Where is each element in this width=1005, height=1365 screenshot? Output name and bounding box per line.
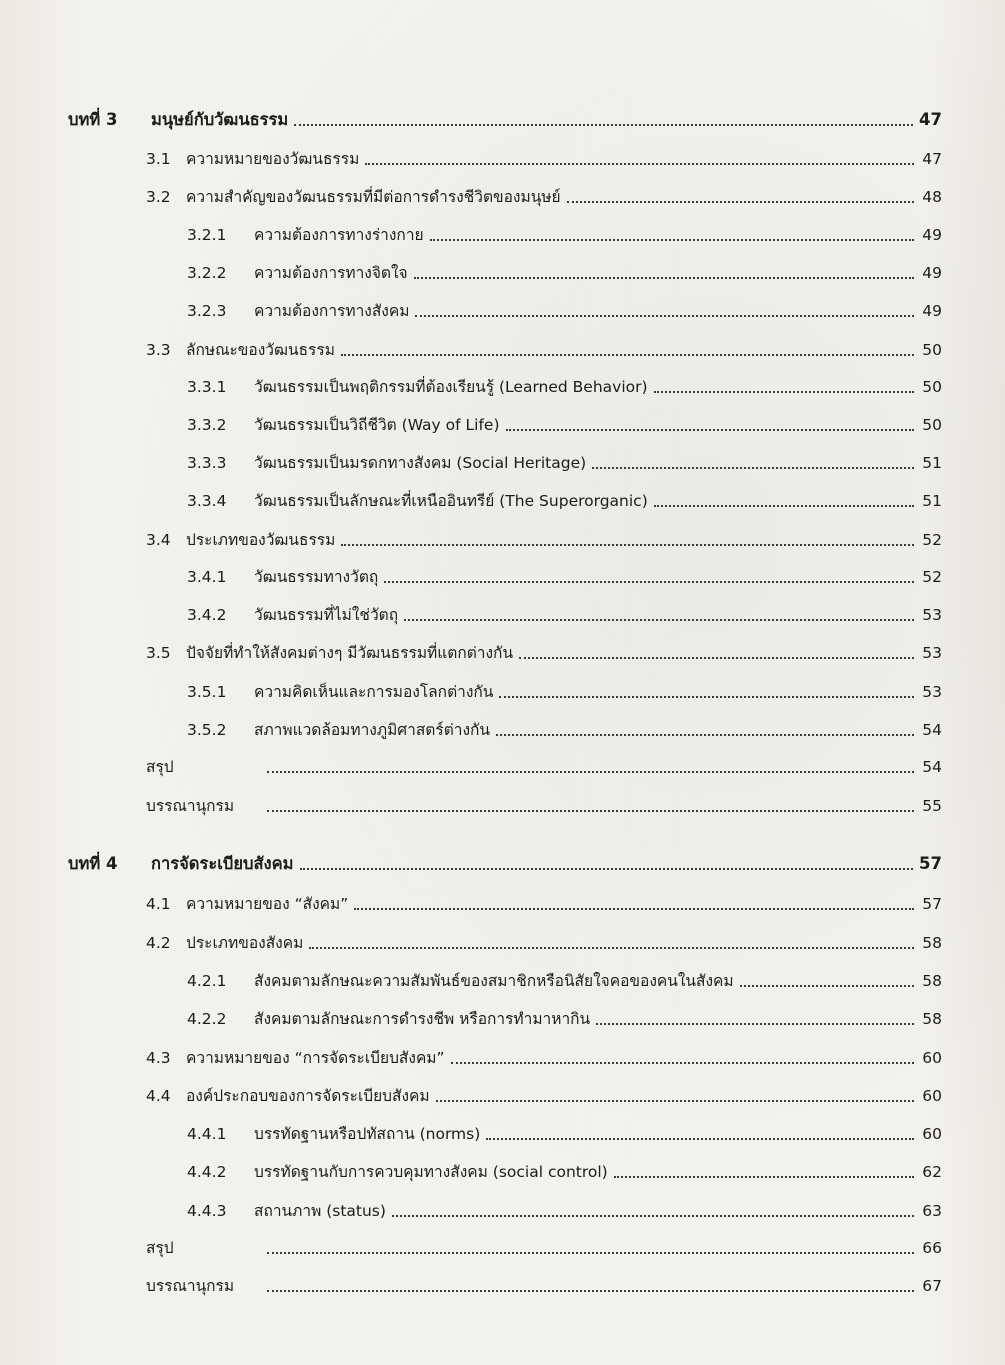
toc-entry	[146, 751, 942, 777]
toc-entry-number: 3.3.4	[187, 492, 227, 510]
toc-entry-number: 3.5.2	[187, 721, 227, 739]
toc-page-number: 53	[922, 683, 942, 701]
toc-entry-title: ความต้องการทางสังคม	[254, 302, 410, 320]
toc-entry-number: 3.4	[146, 531, 171, 549]
dot-leader	[486, 1137, 914, 1140]
toc-page-number: 58	[922, 1010, 942, 1028]
toc-entry-number: บรรณานุกรม	[146, 797, 235, 815]
toc-entry	[187, 1195, 942, 1221]
toc-page-number: 67	[922, 1277, 942, 1295]
dot-leader	[499, 695, 914, 698]
toc-page-number: 50	[922, 416, 942, 434]
toc-page-number: 55	[922, 797, 942, 815]
toc-page-number: 52	[922, 568, 942, 586]
toc-page-number: 60	[922, 1049, 942, 1067]
toc-entry-title: องค์ประกอบของการจัดระเบียบสังคม	[186, 1087, 430, 1105]
toc-entry-number: 4.4	[146, 1087, 171, 1105]
toc-entry-title: มนุษย์กับวัฒนธรรม	[151, 110, 289, 129]
toc-entry	[187, 257, 942, 283]
toc-entry	[146, 1042, 942, 1068]
toc-page-number: 51	[922, 492, 942, 510]
toc-entry-number: 3.2	[146, 188, 171, 206]
toc-entry-title: วัฒนธรรมเป็นมรดกทางสังคม (Social Heritage)	[254, 454, 587, 472]
toc-entry-title: ความคิดเห็นและการมองโลกต่างกัน	[254, 683, 494, 701]
toc-entry	[187, 676, 942, 702]
dot-leader	[354, 907, 914, 910]
dot-leader	[414, 276, 914, 279]
dot-leader	[567, 200, 914, 203]
toc-page-number: 63	[922, 1202, 942, 1220]
toc-entry-title: บรรทัดฐานหรือปทัสถาน (norms)	[254, 1125, 481, 1143]
toc-entry-number: บรรณานุกรม	[146, 1277, 235, 1295]
toc-entry-title: สังคมตามลักษณะความสัมพันธ์ของสมาชิกหรือนิสัยใจคอของคนในสังคม	[254, 972, 734, 990]
toc-entry-number: 3.5.1	[187, 683, 227, 701]
toc-entry-title: วัฒนธรรมเป็นลักษณะที่เหนืออินทรีย์ (The Superorganic)	[254, 492, 648, 510]
toc-entry-number: 4.2.1	[187, 972, 227, 990]
toc-entry	[187, 965, 942, 991]
toc-entry-number: 4.4.1	[187, 1125, 227, 1143]
toc-entry-number: 4.2	[146, 934, 171, 952]
dot-leader	[384, 580, 914, 583]
toc-chapter-entry	[68, 104, 942, 130]
dot-leader	[519, 656, 914, 659]
toc-entry-title: วัฒนธรรมที่ไม่ใช่วัตถุ	[254, 606, 399, 624]
toc-entry	[187, 219, 942, 245]
toc-entry	[187, 1118, 942, 1144]
toc-entry-number: 4.1	[146, 895, 171, 913]
dot-leader	[415, 314, 914, 317]
toc-entry	[146, 888, 942, 914]
toc-page-number: 49	[922, 264, 942, 282]
toc-entry	[187, 1156, 942, 1182]
toc-entry	[146, 143, 942, 169]
toc-page-number: 57	[922, 895, 942, 913]
toc-page-number: 50	[922, 341, 942, 359]
toc-page-number: 58	[922, 934, 942, 952]
toc-entry-title: วัฒนธรรมเป็นวิถีชีวิต (Way of Life)	[254, 416, 500, 434]
toc-page-number: 54	[922, 758, 942, 776]
toc-entry	[146, 334, 942, 360]
toc-page-number: 53	[922, 606, 942, 624]
dot-leader	[267, 770, 914, 773]
toc-page-number: 53	[922, 644, 942, 662]
dot-leader	[451, 1061, 914, 1064]
toc-entry	[146, 1270, 942, 1296]
toc-entry	[187, 599, 942, 625]
dot-leader	[596, 1022, 914, 1025]
toc-entry-number: 3.4.2	[187, 606, 227, 624]
toc-entry	[187, 1003, 942, 1029]
toc-entry-number: บทที่ 3	[68, 110, 118, 129]
dot-leader	[496, 733, 914, 736]
toc-entry	[146, 637, 942, 663]
toc-entry	[187, 371, 942, 397]
toc-entry-number: 3.4.1	[187, 568, 227, 586]
toc-entry-title: ความหมายของ “การจัดระเบียบสังคม”	[186, 1049, 445, 1067]
toc-page-number: 62	[922, 1163, 942, 1181]
toc-entry-number: สรุป	[146, 758, 174, 776]
toc-entry-title: ประเภทของวัฒนธรรม	[186, 531, 336, 549]
toc-entry-title: ความหมายของวัฒนธรรม	[186, 150, 360, 168]
toc-page-number: 48	[922, 188, 942, 206]
toc-entry-number: 3.2.3	[187, 302, 227, 320]
toc-page-number: 57	[919, 854, 942, 873]
toc-entry-title: วัฒนธรรมเป็นพฤติกรรมที่ต้องเรียนรู้ (Learned Behavior)	[254, 378, 648, 396]
toc-entry-number: 3.5	[146, 644, 171, 662]
dot-leader	[592, 466, 914, 469]
dot-leader	[654, 390, 914, 393]
toc-entry-title: สถานภาพ (status)	[254, 1202, 386, 1220]
dot-leader	[430, 238, 914, 241]
toc-page-number: 58	[922, 972, 942, 990]
toc-page-number: 54	[922, 721, 942, 739]
toc-entry-title: สภาพแวดล้อมทางภูมิศาสตร์ต่างกัน	[254, 721, 491, 739]
dot-leader	[267, 1251, 914, 1254]
dot-leader	[392, 1214, 914, 1217]
toc-page-number: 52	[922, 531, 942, 549]
toc-entry	[146, 524, 942, 550]
toc-entry-number: 4.4.2	[187, 1163, 227, 1181]
dot-leader	[341, 353, 914, 356]
dot-leader	[614, 1175, 914, 1178]
toc-entry-title: ความต้องการทางจิตใจ	[254, 264, 408, 282]
toc-entry-title: บรรทัดฐานกับการควบคุมทางสังคม (social control)	[254, 1163, 608, 1181]
toc-entry-number: 3.3.3	[187, 454, 227, 472]
toc-entry-title: สังคมตามลักษณะการดำรงชีพ หรือการทำมาหากิน	[254, 1010, 591, 1028]
dot-leader	[294, 123, 913, 126]
toc-chapter-entry	[68, 848, 942, 874]
toc-entry-number: 3.3.1	[187, 378, 227, 396]
dot-leader	[404, 618, 914, 621]
toc-page-number: 47	[922, 150, 942, 168]
toc-entry	[187, 714, 942, 740]
dot-leader	[654, 504, 914, 507]
toc-page-number: 60	[922, 1125, 942, 1143]
toc-entry-number: 3.2.2	[187, 264, 227, 282]
toc-entry-number: 3.3.2	[187, 416, 227, 434]
toc-entry	[187, 409, 942, 435]
toc-page-number: 50	[922, 378, 942, 396]
toc-page-number: 47	[919, 110, 942, 129]
dot-leader	[267, 1289, 914, 1292]
toc-entry-title: ประเภทของสังคม	[186, 934, 304, 952]
toc-entry-title: ปัจจัยที่ทำให้สังคมต่างๆ มีวัฒนธรรมที่แตกต่างกัน	[186, 644, 514, 662]
toc-page-number: 51	[922, 454, 942, 472]
dot-leader	[365, 162, 914, 165]
toc-entry-number: 3.3	[146, 341, 171, 359]
dot-leader	[300, 867, 914, 870]
toc-entry	[146, 1080, 942, 1106]
toc-entry-number: 4.4.3	[187, 1202, 227, 1220]
toc-entry-number: 3.1	[146, 150, 171, 168]
toc-entry-number: สรุป	[146, 1239, 174, 1257]
toc-entry-title: วัฒนธรรมทางวัตถุ	[254, 568, 379, 586]
toc-page-number: 60	[922, 1087, 942, 1105]
toc-entry	[187, 485, 942, 511]
dot-leader	[740, 984, 914, 987]
toc-entry	[187, 295, 942, 321]
toc-page-number: 49	[922, 302, 942, 320]
dot-leader	[267, 809, 914, 812]
toc-page-number: 66	[922, 1239, 942, 1257]
toc-entry	[146, 1232, 942, 1258]
toc-entry	[187, 561, 942, 587]
dot-leader	[309, 946, 914, 949]
toc-entry-number: 3.2.1	[187, 226, 227, 244]
toc-entry-title: ความต้องการทางร่างกาย	[254, 226, 424, 244]
toc-entry	[146, 790, 942, 816]
toc-entry	[146, 181, 942, 207]
dot-leader	[341, 543, 914, 546]
toc-entry-number: 4.2.2	[187, 1010, 227, 1028]
toc-entry	[146, 927, 942, 953]
toc-entry-number: บทที่ 4	[68, 854, 118, 873]
toc-entry-title: ลักษณะของวัฒนธรรม	[186, 341, 335, 359]
toc-page-number: 49	[922, 226, 942, 244]
toc-entry	[187, 447, 942, 473]
dot-leader	[436, 1099, 914, 1102]
toc-entry-title: ความสำคัญของวัฒนธรรมที่มีต่อการดำรงชีวิตของมนุษย์	[186, 188, 561, 206]
toc-entry-number: 4.3	[146, 1049, 171, 1067]
dot-leader	[506, 428, 915, 431]
toc-entry-title: การจัดระเบียบสังคม	[151, 854, 294, 873]
toc-entry-title: ความหมายของ “สังคม”	[186, 895, 349, 913]
